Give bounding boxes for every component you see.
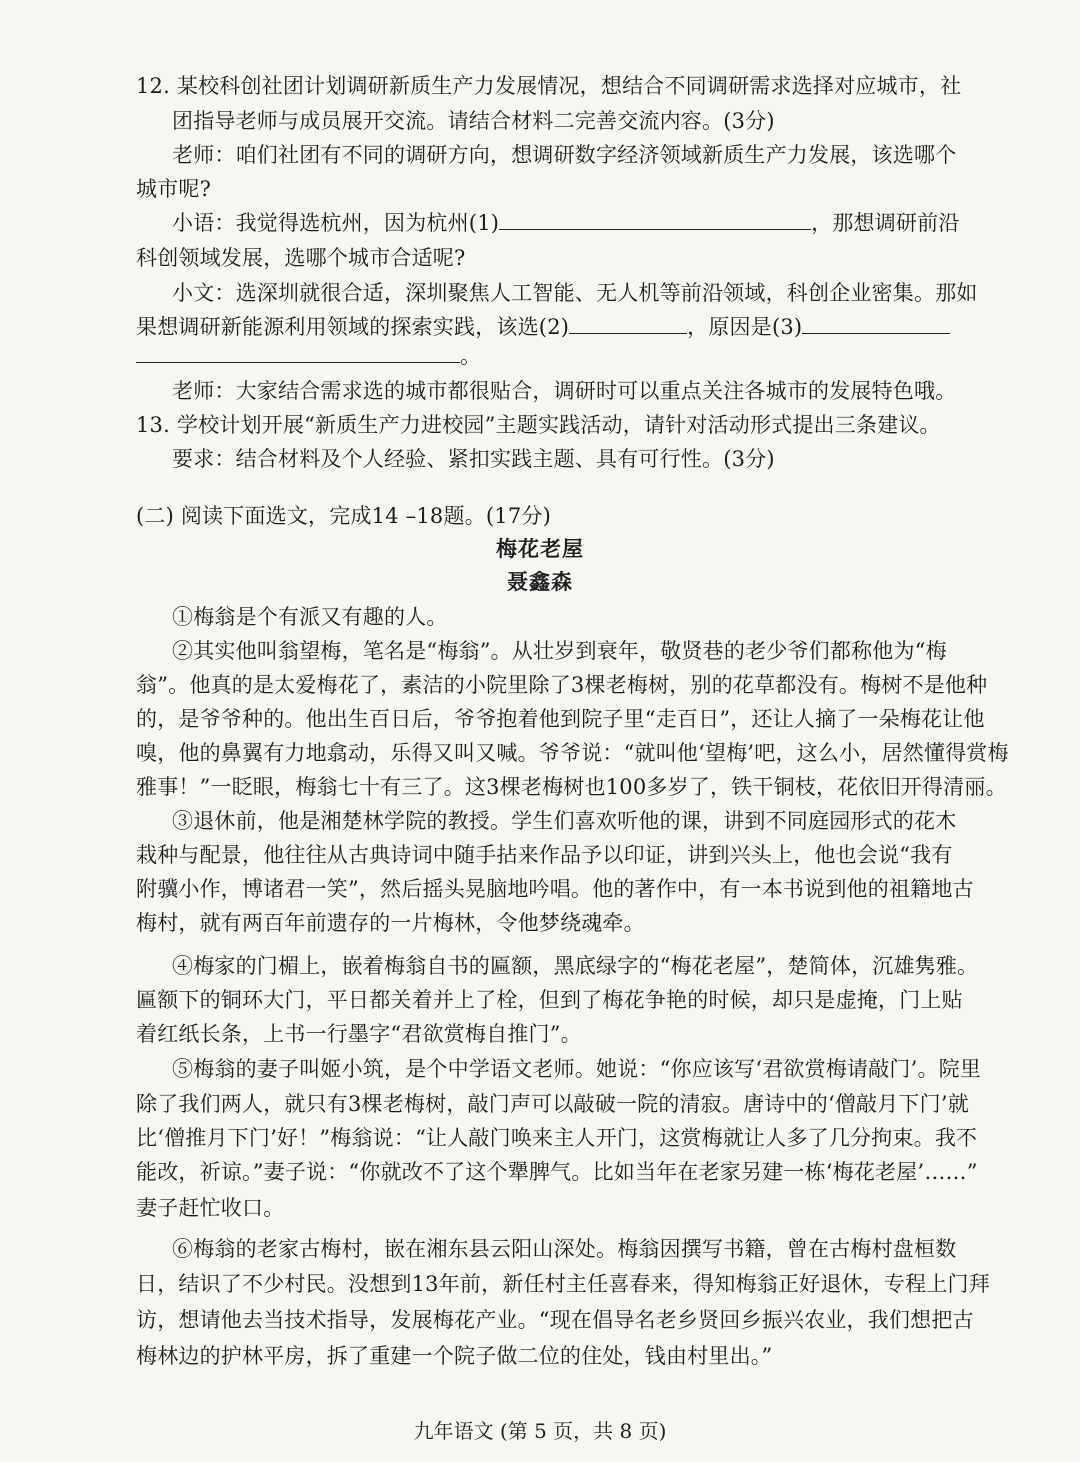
paragraph-3-line-3: 附骥小作，博诸君一笑”，然后摇头晃脑地吟唱。他的著作中，有一本书说到他的祖籍地古 [136,877,974,901]
paragraph-3-line-1: ③退休前，他是湘楚林学院的教授。学生们喜欢听他的课，讲到不同庭园形式的花木 [172,809,957,833]
paragraph-1: ①梅翁是个有派又有趣的人。 [172,605,448,629]
paragraph-4-line-1: ④梅家的门楣上，嵌着梅翁自书的匾额，黑底绿字的“梅花老屋”，楚简体，沉雄隽雅。 [172,954,979,978]
paragraph-2-line-1: ②其实他叫翁望梅，笔名是“梅翁”。从壮岁到衰年，敬贤巷的老少爷们都称他为“梅 [172,639,947,663]
q12-line-8a: 果想调研新能源利用领域的探索实践，该选(2) [136,315,570,339]
paragraph-4-line-2: 匾额下的铜环大门，平日都关着并上了栓，但到了梅花争艳的时候，却只是虚掩，门上贴 [136,988,963,1012]
answer-blank-2[interactable] [569,313,687,334]
q12-line-5a: 小语：我觉得选杭州，因为杭州(1) [172,211,500,235]
q13-line-1: 13. 学校计划开展“新质生产力进校园”主题实践活动，请针对活动形式提出三条建议。 [136,413,941,437]
paragraph-5-line-3: 比‘僧推月下门’好！”梅翁说：“让人敲门唤来主人开门，这赏梅就让人多了几分拘束。我不 [136,1126,978,1150]
paragraph-5-line-5: 妻子赶忙收口。 [136,1196,285,1220]
answer-blank-3-cont[interactable] [136,342,460,363]
q12-line-1: 12. 某校科创社团计划调研新质生产力发展情况，想结合不同调研需求选择对应城市，社 [136,74,962,98]
answer-blank-1[interactable] [499,209,811,230]
paragraph-5-line-2: 除了我们两人，就只有3棵老梅树，敲门声可以敲破一院的清寂。唐诗中的‘僧敲月下门’就 [136,1092,969,1116]
q12-line-4: 城市呢? [136,177,212,201]
article-title: 梅花老屋 [496,536,584,561]
q12-line-8 [136,312,950,342]
q12-line-5 [172,208,960,238]
paragraph-3-line-4: 梅村，就有两百年前遗存的一片梅林，令他梦绕魂牵。 [136,911,645,935]
q12-line-3: 老师：咱们社团有不同的调研方向，想调研数字经济领域新质生产力发展，该选哪个 [172,143,957,167]
paragraph-2-line-4: 嗅，他的鼻翼有力地翕动，乐得又叫又喊。爷爷说：“就叫他‘望梅’吧，这么小，居然懂得赏梅 [136,741,1009,765]
q12-line-5b: ，那想调研前沿 [811,211,960,235]
paragraph-4-line-3: 着红纸长条，上书一行墨字“君欲赏梅自推门”。 [136,1022,582,1046]
paragraph-6-line-2: 日，结识了不少村民。没想到13年前，新任村主任喜春来，得知梅翁正好退休，专程上门拜 [136,1272,990,1296]
q12-line-8b: ，原因是(3) [687,315,803,339]
paragraph-6-line-1: ⑥梅翁的老家古梅村，嵌在湘东县云阳山深处。梅翁因撰写书籍，曾在古梅村盘桓数 [172,1237,957,1261]
paragraph-6-line-3: 访，想请他去当技术指导，发展梅花产业。“现在倡导名老乡贤回乡振兴农业，我们想把古 [136,1308,974,1332]
q12-line-9b: 。 [460,344,482,368]
page-footer: 九年语文 (第 5 页，共 8 页) [413,1419,667,1443]
q12-line-2: 团指导老师与成员展开交流。请结合材料二完善交流内容。(3分) [172,109,775,133]
q12-line-9 [136,341,481,371]
paragraph-6-line-4: 梅林边的护林平房，拆了重建一个院子做二位的住处，钱由村里出。” [136,1344,773,1368]
q12-line-6: 科创领域发展，选哪个城市合适呢? [136,246,466,270]
paragraph-5-line-4: 能改，祈谅。”妻子说：“你就改不了这个犟脾气。比如当年在老家另建一栋‘梅花老屋’……” [136,1160,978,1184]
paragraph-2-line-2: 翁”。他真的是太爱梅花了，素洁的小院里除了3棵老梅树，别的花草都没有。梅树不是他种 [136,673,988,697]
q13-line-2: 要求：结合材料及个人经验、紧扣实践主题、具有可行性。(3分) [172,447,775,471]
paragraph-2-line-5: 雅事！”一眨眼，梅翁七十有三了。这3棵老梅树也100多岁了，铁干铜枝，花依旧开得清丽。 [136,775,1007,799]
q12-line-7: 小文：选深圳就很合适，深圳聚焦人工智能、无人机等前沿领域，科创企业密集。那如 [172,281,978,305]
q12-line-10: 老师：大家结合需求选的城市都很贴合，调研时可以重点关注各城市的发展特色哦。 [172,379,957,403]
section-heading: (二) 阅读下面选文，完成14 –18题。(17分) [136,504,551,528]
article-author: 聂鑫森 [507,569,573,594]
paragraph-3-line-2: 栽种与配景，他往往从古典诗词中随手拈来作品予以印证，讲到兴头上，他也会说“我有 [136,843,953,867]
paragraph-2-line-3: 的，是爷爷种的。他出生百日后，爷爷抱着他到院子里“走百日”，还让人摘了一朵梅花让他 [136,707,985,731]
paragraph-5-line-1: ⑤梅翁的妻子叫姬小筑，是个中学语文老师。她说：“你应该写‘君欲赏梅请敲门’。院里 [172,1057,982,1081]
answer-blank-3[interactable] [802,313,950,334]
